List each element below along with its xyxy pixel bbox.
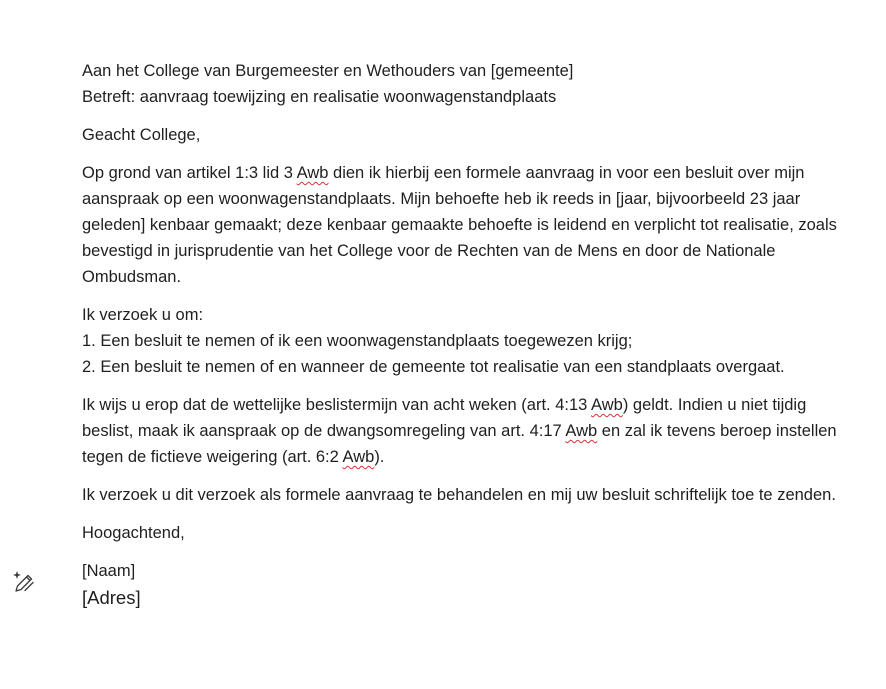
draft-with-copilot-icon[interactable] <box>11 569 37 595</box>
spellcheck-awb[interactable]: Awb <box>296 164 329 182</box>
signature-name: [Naam] <box>82 562 136 580</box>
salutation: Geacht College, <box>82 126 201 144</box>
addressee-line: Aan het College van Burgemeester en Wethouders van [gemeente] <box>82 62 574 80</box>
signature-address: [Adres] <box>82 587 141 608</box>
closing: Hoogachtend, <box>82 524 185 542</box>
subject-line: Betreft: aanvraag toewijzing en realisatie woonwagenstandplaats <box>82 88 557 106</box>
spellcheck-awb[interactable]: Awb <box>591 396 623 414</box>
request-item-2: 2. Een besluit te nemen of en wanneer de gemeente tot realisatie van een standplaats overgaat. <box>82 358 785 376</box>
request-item-1: 1. Een besluit te nemen of ik een woonwagenstandplaats toegewezen krijg; <box>82 332 633 350</box>
request-intro: Ik verzoek u om: <box>82 306 204 324</box>
paragraph-legal-basis: Op grond van artikel 1:3 lid 3 Awb dien ik hierbij een formele aanvraag in voor een besluit over mijn aanspraak op een woonwagenstandplaats. Mijn behoefte heb ik reeds in [jaar, bijvoorbeeld 23 jaar geleden] kenbaar gemaakt; deze kenbaar gemaakte behoefte is leidend en verplicht tot realisatie, zoals bevestigd in jurisprudentie van het College voor de Rechten van de Mens en door de Nationale Ombudsman. <box>82 164 837 286</box>
spellcheck-awb[interactable]: Awb <box>565 422 598 440</box>
spellcheck-awb[interactable]: Awb <box>342 448 375 466</box>
letter-document[interactable] <box>82 58 842 612</box>
paragraph-deadline: Ik wijs u erop dat de wettelijke beslistermijn van acht weken (art. 4:13 Awb) geldt. Indien u niet tijdig beslist, maak ik aanspraak op de dwangsomregeling van art. 4:17 Awb en zal ik tevens beroep instellen tegen de fictieve weigering (art. 6:2 Awb). <box>82 396 837 466</box>
paragraph-request-written-decision: Ik verzoek u dit verzoek als formele aanvraag te behandelen en mij uw besluit schriftelijk toe te zenden. <box>82 486 836 504</box>
